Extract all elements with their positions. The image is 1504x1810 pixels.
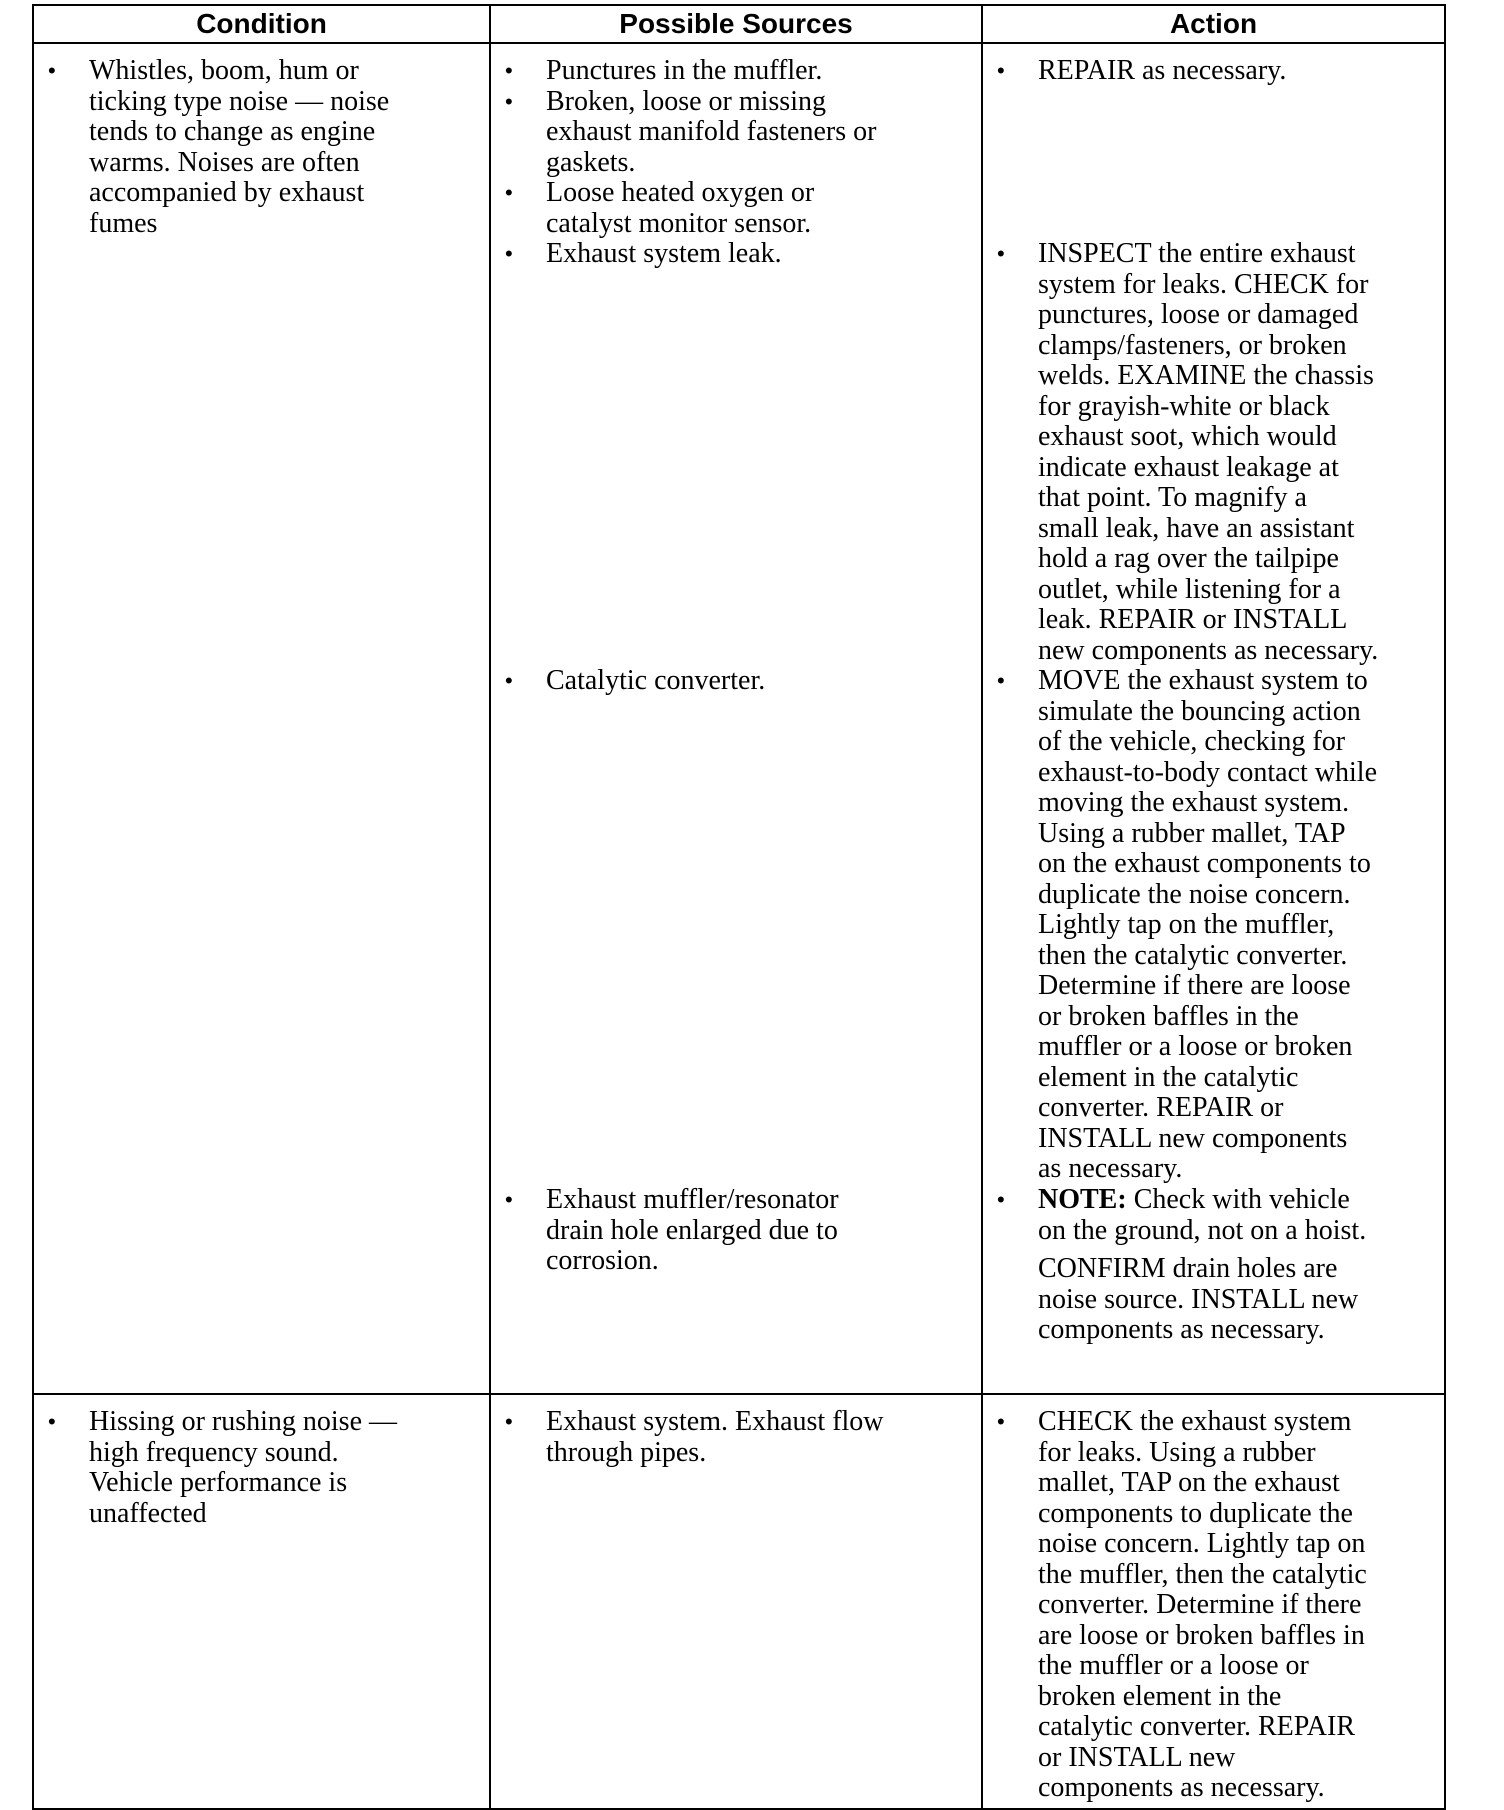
source-entry [499,87,973,179]
text-line: duplicate the noise concern. [1038,878,1351,910]
condition-cell [33,43,490,1394]
source-entry [499,239,973,270]
text-line: INSTALL new components [1038,1122,1348,1154]
source-entry [499,178,973,239]
text-line: as necessary. [1038,1153,1183,1184]
text-line: Lightly tap on the muffler, [1038,909,1335,940]
action-entry-note [991,1185,1436,1346]
text-line: • CHECK the exhaust system [1038,1406,1352,1437]
text-line: converter. REPAIR or [1038,1092,1284,1123]
header-row [33,5,1445,43]
source-entry [499,1407,973,1468]
text-line: • Hissing or rushing noise — [89,1406,397,1437]
text-line: components as necessary. [1038,1772,1325,1803]
action-entry [991,1407,1436,1804]
table-row [33,1394,1445,1809]
text-line: accompanied by exhaust [89,177,365,208]
text-line: hold a rag over the tailpipe [1038,543,1339,574]
text-line: • Exhaust system leak. [546,238,782,269]
action-entry [991,666,1436,1185]
text-line: or INSTALL new [1038,1741,1236,1773]
text-line: of the vehicle, checking for [1038,726,1346,757]
text-line: leak. REPAIR or INSTALL [1038,604,1348,635]
text-line: Using a rubber mallet, TAP [1038,817,1346,849]
action-cell [982,43,1445,1394]
text-line: • Exhaust system. Exhaust flow [546,1406,884,1437]
text-line: components as necessary. [1038,1314,1325,1345]
action-cell [982,1394,1445,1809]
text-line: converter. Determine if there [1038,1589,1362,1620]
text-line: mallet, TAP on the exhaust [1038,1467,1340,1498]
text-line: the muffler, then the catalytic [1038,1558,1367,1590]
note-paragraph [1038,1254,1436,1346]
text-line: exhaust manifold fasteners or [546,116,877,147]
text-line: on the exhaust components to [1038,848,1371,879]
header-condition: Condition [33,5,490,43]
text-line: moving the exhaust system. [1038,787,1350,818]
text-line: gaskets. [546,146,636,178]
text-line: • Broken, loose or missing [546,85,826,117]
text-line: catalyst monitor sensor. [546,207,812,239]
exhaust-diagnosis-table [32,4,1446,1810]
text-line: catalytic converter. REPAIR [1038,1711,1355,1742]
text-line: that point. To magnify a [1038,482,1307,513]
text-line: • Loose heated oxygen or [546,177,815,208]
text-line: drain hole enlarged due to [546,1214,838,1246]
text-line: exhaust soot, which would [1038,421,1337,452]
text-line: small leak, have an assistant [1038,512,1355,544]
header-possible-sources: Possible Sources [490,5,982,43]
sources-cell [490,1394,982,1809]
condition-entry [42,56,481,239]
text-line: • Exhaust muffler/resonator [546,1184,839,1215]
condition-cell [33,1394,490,1809]
text-line: welds. EXAMINE the chassis [1038,360,1374,391]
text-line: broken element in the [1038,1680,1282,1712]
text-line: outlet, while listening for a [1038,573,1341,605]
text-line: fumes [89,207,158,239]
text-line: clamps/fasteners, or broken [1038,329,1347,361]
text-line: components to duplicate the [1038,1497,1353,1529]
text-line: • Catalytic converter. [546,665,766,696]
text-line: unaffected [89,1497,207,1529]
text-line: on the ground, not on a hoist. [1038,1214,1367,1246]
source-entry [499,1185,973,1277]
text-line: punctures, loose or damaged [1038,299,1359,330]
header-action: Action [982,5,1445,43]
text-line: • REPAIR as necessary. [1038,55,1287,86]
text-line: warms. Noises are often [89,146,360,178]
text-line: the muffler or a loose or [1038,1650,1309,1681]
text-line: • MOVE the exhaust system to [1038,665,1368,696]
text-line: high frequency sound. [89,1436,339,1468]
text-line: indicate exhaust leakage at [1038,451,1339,483]
text-line: Determine if there are loose [1038,970,1351,1001]
text-line: for leaks. Using a rubber [1038,1436,1316,1468]
text-line: element in the catalytic [1038,1061,1299,1093]
note-label: NOTE: [1038,1184,1127,1215]
text-line: • Whistles, boom, hum or [89,55,359,86]
text-line: are loose or broken baffles in [1038,1619,1365,1651]
text-line: ticking type noise — noise [89,85,390,117]
text-line: tends to change as engine [89,116,376,147]
text-line: noise concern. Lightly tap on [1038,1528,1366,1559]
text-line: corrosion. [546,1245,659,1276]
action-entry [991,56,1436,87]
text-line: new components as necessary. [1038,634,1379,666]
note-text: Check with vehicle [1126,1184,1350,1215]
text-line: • INSPECT the entire exhaust [1038,238,1356,269]
sources-cell [490,43,982,1394]
text-line: through pipes. [546,1436,707,1468]
text-line: or broken baffles in the [1038,1000,1299,1032]
text-line [1038,1185,1436,1216]
table-row [33,43,1445,1394]
source-entry [499,56,973,87]
text-line: muffler or a loose or broken [1038,1031,1353,1062]
text-line: system for leaks. CHECK for [1038,268,1369,300]
text-line: • Punctures in the muffler. [546,55,823,86]
text-line: for grayish-white or black [1038,390,1330,422]
condition-entry [42,1407,481,1529]
action-entry [991,239,1436,666]
text-line: CONFIRM drain holes are [1038,1253,1338,1284]
text-line: noise source. INSTALL new [1038,1283,1359,1315]
text-line: Vehicle performance is [89,1467,348,1498]
text-line: simulate the bouncing action [1038,695,1361,727]
source-entry [499,666,973,697]
text-line: then the catalytic converter. [1038,939,1348,971]
text-line: exhaust-to-body contact while [1038,756,1378,788]
